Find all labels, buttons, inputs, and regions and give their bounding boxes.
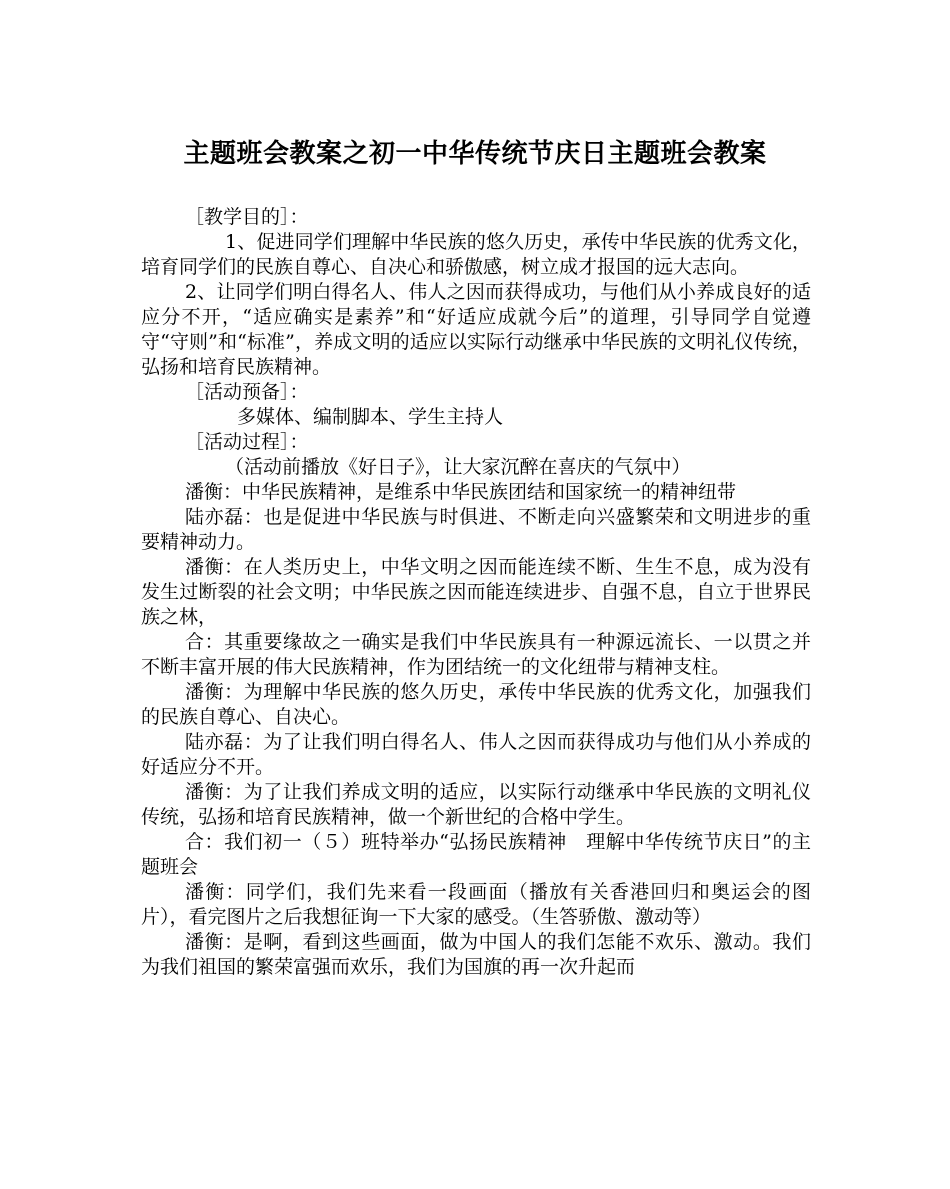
document-title: 主题班会教案之初一中华传统节庆日主题班会教案 bbox=[183, 139, 767, 169]
paragraph: 潘衡：同学们，我们先来看一段画面（播放有关香港回归和奥运会的图片），看完图片之后我想征询一下大家的感受。（生答骄傲、激动等） bbox=[141, 881, 811, 928]
paragraph: 合：其重要缘故之一确实是我们中华民族具有一种源远流长、一以贯之并不断丰富开展的伟大民族精神，作为团结统一的文化纽带与精神支柱。 bbox=[141, 631, 811, 678]
paragraph: 潘衡：是啊，看到这些画面，做为中国人的我们怎能不欢乐、激动。我们为我们祖国的繁荣富强而欢乐，我们为国旗的再一次升起而 bbox=[141, 931, 811, 978]
paragraph: 合：我们初一（５）班特举办“弘扬民族精神 理解中华传统节庆日”的主题班会 bbox=[141, 831, 811, 878]
paragraph: 陆亦磊：也是促进中华民族与时俱进、不断走向兴盛繁荣和文明进步的重要精神动力。 bbox=[141, 506, 811, 553]
paragraph: ［教学目的］： bbox=[185, 206, 309, 228]
paragraph: 多媒体、编制脚本、学生主持人 bbox=[237, 406, 504, 428]
paragraph: 潘衡：为理解中华民族的悠久历史，承传中华民族的优秀文化，加强我们的民族自尊心、自决心。 bbox=[141, 681, 811, 728]
paragraph: 潘衡：中华民族精神，是维系中华民族团结和国家统一的精神纽带 bbox=[185, 481, 737, 503]
paragraph: 1、促进同学们理解中华民族的悠久历史，承传中华民族的优秀文化，培育同学们的民族自尊心、自决心和骄傲感，树立成才报国的远大志向。 bbox=[141, 231, 811, 278]
paragraph: 潘衡：在人类历史上，中华文明之因而能连续不断、生生不息，成为没有发生过断裂的社会文明；中华民族之因而能连续进步、自强不息，自立于世界民族之林， bbox=[141, 556, 811, 628]
paragraph: 潘衡：为了让我们养成文明的适应，以实际行动继承中华民族的文明礼仪传统，弘扬和培育民族精神，做一个新世纪的合格中学生。 bbox=[141, 781, 811, 828]
paragraph: ［活动过程］： bbox=[185, 431, 309, 453]
paragraph: 陆亦磊：为了让我们明白得名人、伟人之因而获得成功与他们从小养成的好适应分不开。 bbox=[141, 731, 811, 778]
paragraph: ［活动预备］： bbox=[185, 381, 309, 403]
paragraph: 2、让同学们明白得名人、伟人之因而获得成功，与他们从小养成良好的适应分不开，“适应确实是素养”和“好适应成就今后”的道理，引导同学自觉遵守“守则”和“标准”，养成文明的适应以实际行动继承中华民族的文明礼仪传统，弘扬和培育民族精神。 bbox=[141, 281, 811, 378]
document-body bbox=[141, 205, 811, 980]
paragraph: （活动前播放《好日子》，让大家沉醉在喜庆的气氛中） bbox=[225, 456, 691, 478]
